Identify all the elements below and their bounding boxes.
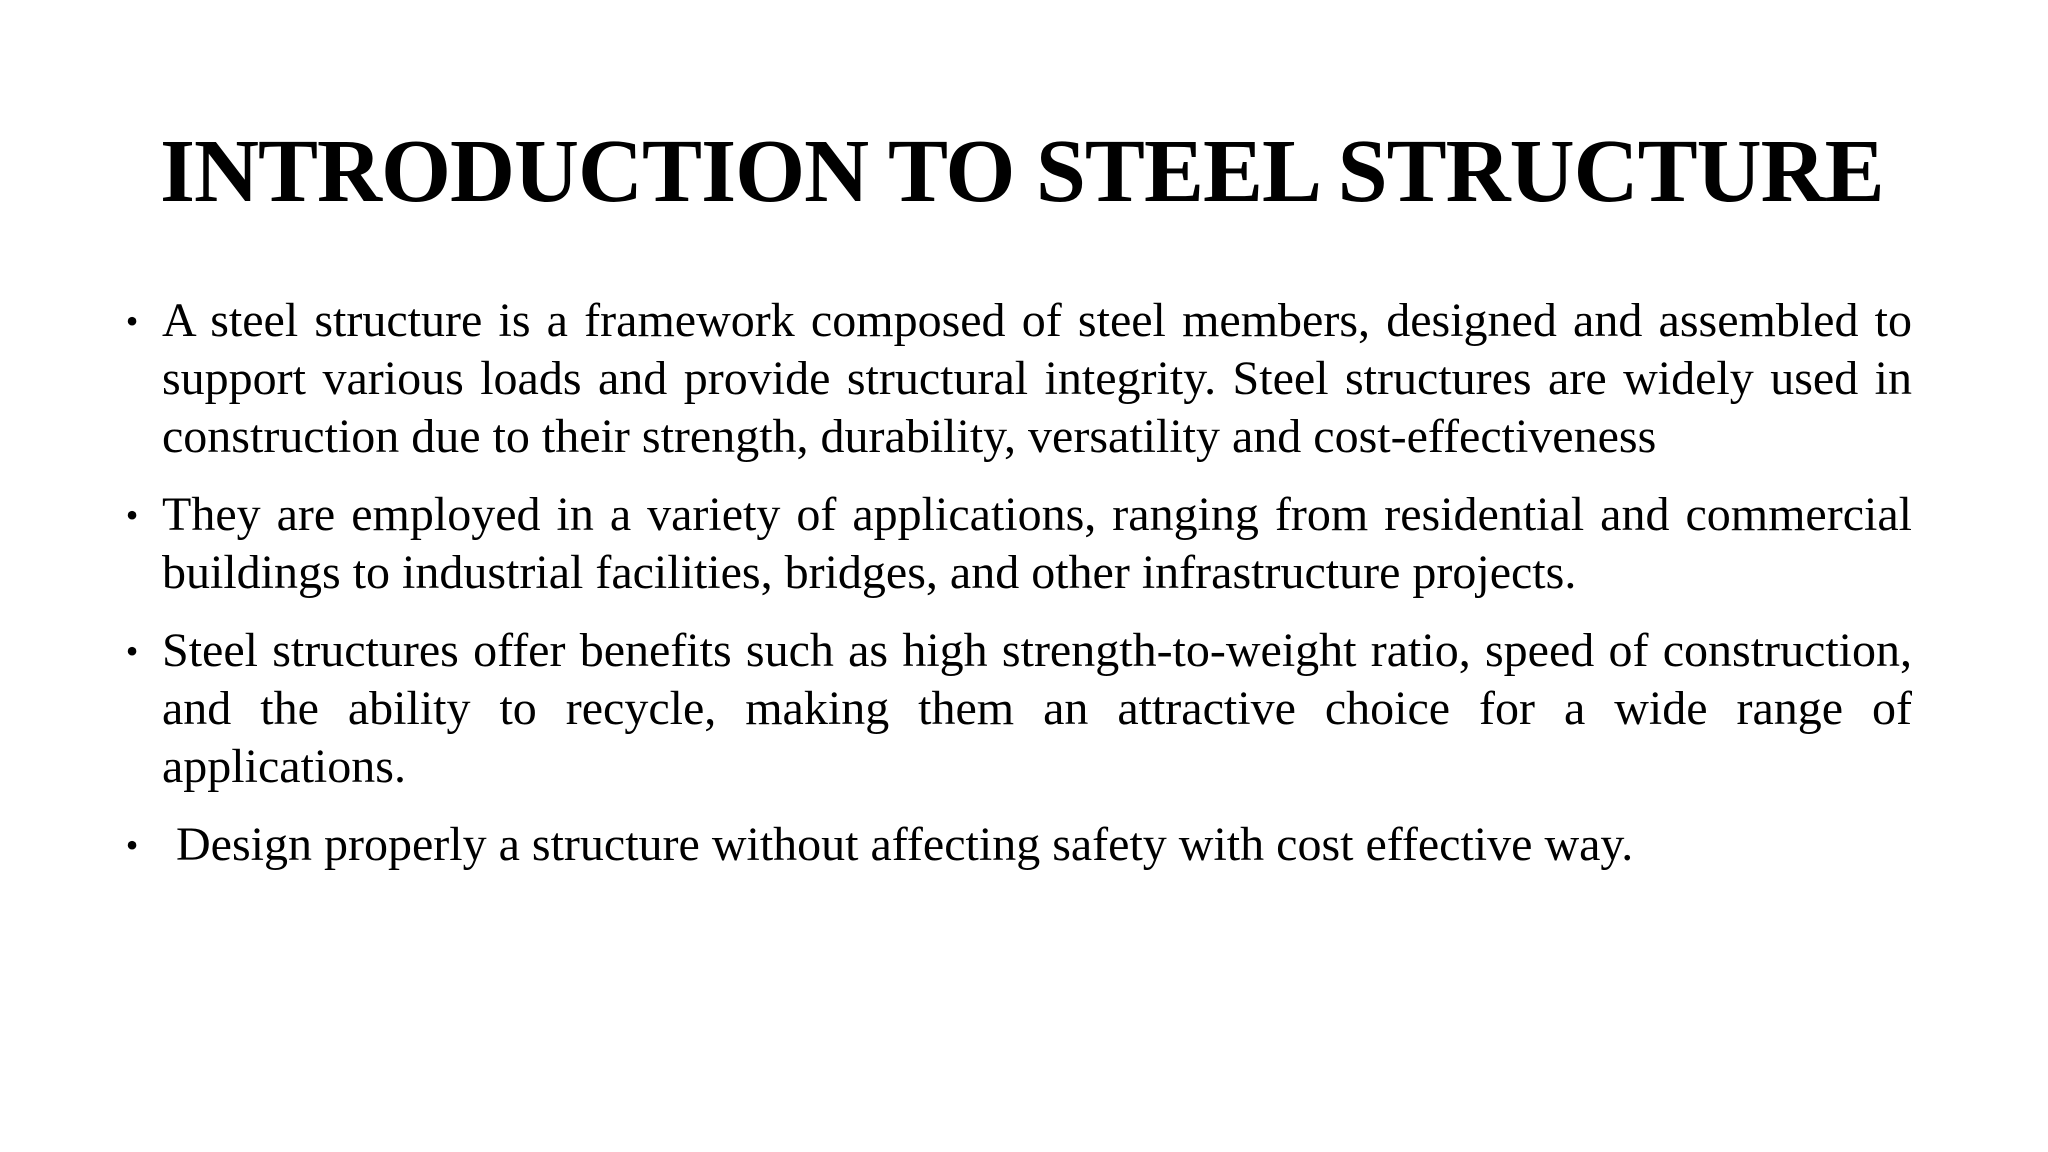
bullet-item xyxy=(120,816,1912,874)
bullet-text: They are employed in a variety of applications, ranging from residential and commercial buildings to industrial facilities, bridges, and other infrastructure projects. xyxy=(162,488,1912,599)
bullet-text: Design properly a structure without affecting safety with cost effective way. xyxy=(176,818,1634,871)
bullet-icon: • xyxy=(125,495,139,535)
bullet-text: A steel structure is a framework composed of steel members, designed and assembled to support various loads and provide structural integrity. Steel structures are widely used in construction due to their strength, durability, versatility and cost-effectiveness xyxy=(162,294,1912,463)
bullet-text: Steel structures offer benefits such as high strength-to-weight ratio, speed of construction, and the ability to recycle, making them an attractive choice for a wide range of applications. xyxy=(162,624,1912,793)
bullet-item xyxy=(120,622,1912,796)
bullet-icon: • xyxy=(125,825,139,865)
bullet-icon: • xyxy=(125,301,139,341)
slide-title: INTRODUCTION TO STEEL STRUCTURE xyxy=(160,122,1884,221)
bullet-item xyxy=(120,292,1912,466)
bullet-item xyxy=(120,486,1912,602)
bullet-list xyxy=(120,292,1912,894)
bullet-icon: • xyxy=(125,631,139,671)
